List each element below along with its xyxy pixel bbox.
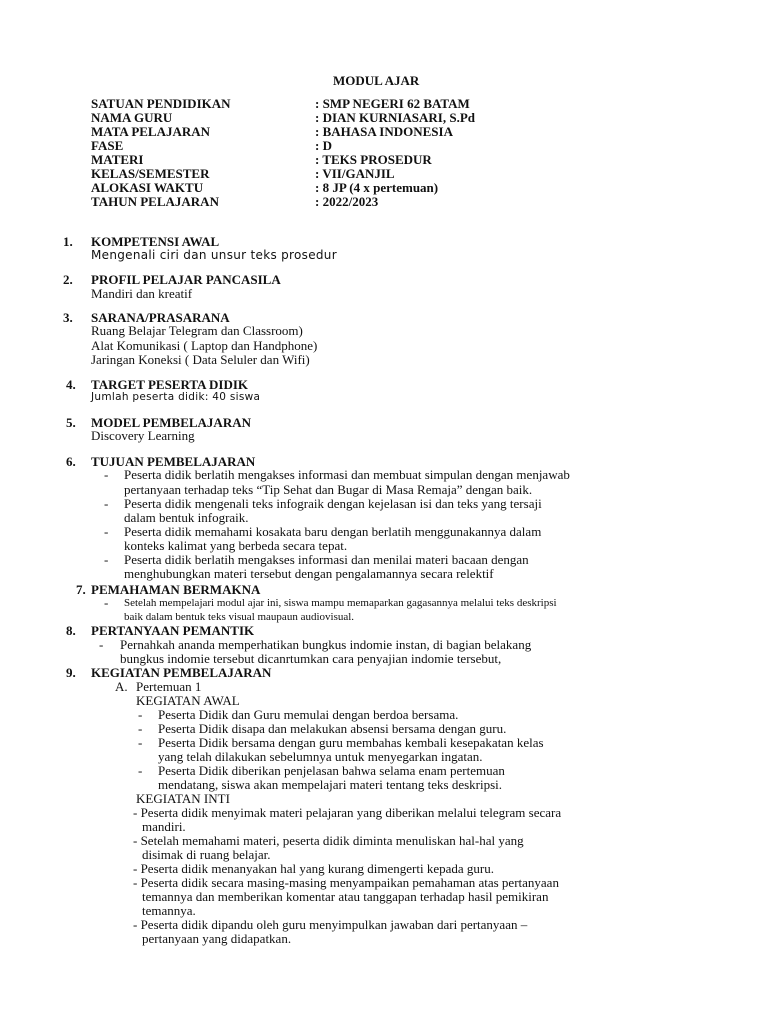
section-heading: PROFIL PELAJAR PANCASILA <box>91 272 281 287</box>
section-number: 4. <box>66 377 76 392</box>
identity-label: FASE <box>91 138 124 153</box>
identity-label: ALOKASI WAKTU <box>91 180 204 195</box>
section-number: 6. <box>66 454 76 469</box>
bullet-dash: - <box>104 496 109 511</box>
list-item-cont: temannya. <box>142 903 196 918</box>
list-item-cont: konteks kalimat yang berbeda secara tepat. <box>124 538 348 553</box>
section-heading: KOMPETENSI AWAL <box>91 234 220 249</box>
list-item: - Peserta didik menanyakan hal yang kurang dimengerti kepada guru. <box>133 861 494 876</box>
section-line: Jaringan Koneksi ( Data Seluler dan Wifi) <box>91 352 310 367</box>
document-title: MODUL AJAR <box>333 73 420 88</box>
list-item: Pernahkah ananda memperhatikan bungkus indomie instan, di bagian belakang <box>120 637 532 652</box>
list-item: Peserta Didik dan Guru memulai dengan berdoa bersama. <box>158 707 459 722</box>
identity-label: TAHUN PELAJARAN <box>91 194 219 209</box>
identity-value: : 2022/2023 <box>315 194 379 209</box>
section-number: 7. <box>76 582 86 597</box>
list-item: Peserta didik berlatih mengakses informasi dan membuat simpulan dengan menjawab <box>124 467 570 482</box>
bullet-dash: - <box>138 721 143 736</box>
bullet-dash: - <box>104 524 109 539</box>
section-line: Ruang Belajar Telegram dan Classroom) <box>91 323 303 338</box>
section-number: 5. <box>66 415 76 430</box>
list-item-cont: temannya dan memberikan komentar atau tanggapan terhadap hasil pemikiran <box>142 889 549 904</box>
identity-label: SATUAN PENDIDIKAN <box>91 96 231 111</box>
identity-label: MATA PELAJARAN <box>91 124 211 139</box>
list-item: - Peserta didik menyimak materi pelajaran yang diberikan melalui telegram secara <box>133 805 562 820</box>
section-heading: PERTANYAAN PEMANTIK <box>91 623 255 638</box>
identity-label: MATERI <box>91 152 144 167</box>
identity-value: : D <box>315 138 332 153</box>
list-item: Peserta didik berlatih mengakses informasi dan menilai materi bacaan dengan <box>124 552 529 567</box>
list-item-cont: baik dalam bentuk teks visual maupaun audiovisual. <box>124 611 355 623</box>
list-item: Peserta Didik diberikan penjelasan bahwa selama enam pertemuan <box>158 763 505 778</box>
list-item: Peserta didik memahami kosakata baru dengan berlatih menggunakannya dalam <box>124 524 542 539</box>
bullet-dash: - <box>138 707 143 722</box>
list-item: - Setelah memahami materi, peserta didik diminta menuliskan hal-hal yang <box>133 833 524 848</box>
list-item: Peserta Didik bersama dengan guru membahas kembali kesepakatan kelas <box>158 735 544 750</box>
section-number: 8. <box>66 623 76 638</box>
sub-letter: A. <box>115 679 128 694</box>
list-item-cont: mandiri. <box>142 819 186 834</box>
activity-heading: KEGIATAN AWAL <box>136 693 240 708</box>
section-text: Mandiri dan kreatif <box>91 286 193 301</box>
list-item: Setelah mempelajari modul ajar ini, siswa mampu memaparkan gagasannya melalui teks deskripsi <box>124 597 557 609</box>
list-item-cont: bungkus indomie tersebut dicanrtumkan cara penyajian indomie tersebut, <box>120 651 502 666</box>
identity-label: KELAS/SEMESTER <box>91 166 210 181</box>
list-item-cont: yang telah dilakukan sebelumnya untuk menyegarkan ingatan. <box>158 749 483 764</box>
list-item: Peserta didik mengenali teks infograik dengan kejelasan isi dan teks yang tersaji <box>124 496 542 511</box>
section-text: Discovery Learning <box>91 428 195 443</box>
list-item: Peserta Didik disapa dan melakukan absensi bersama dengan guru. <box>158 721 507 736</box>
bullet-dash: - <box>104 467 109 482</box>
identity-value: : DIAN KURNIASARI, S.Pd <box>315 110 475 125</box>
section-text: Jumlah peserta didik: 40 siswa <box>91 391 261 403</box>
identity-label: NAMA GURU <box>91 110 173 125</box>
sub-title: Pertemuan 1 <box>136 679 202 694</box>
bullet-dash: - <box>138 735 143 750</box>
identity-value: : TEKS PROSEDUR <box>315 152 432 167</box>
list-item: - Peserta didik secara masing-masing menyampaikan pemahaman atas pertanyaan <box>133 875 559 890</box>
activity-heading: KEGIATAN INTI <box>136 791 230 806</box>
bullet-dash: - <box>138 763 143 778</box>
identity-value: : BAHASA INDONESIA <box>315 124 453 139</box>
identity-value: : VII/GANJIL <box>315 166 395 181</box>
list-item-cont: disimak di ruang belajar. <box>142 847 271 862</box>
section-number: 2. <box>63 272 73 287</box>
section-heading: MODEL PEMBELAJARAN <box>91 415 251 430</box>
section-heading: PEMAHAMAN BERMAKNA <box>91 582 261 597</box>
section-heading: SARANA/PRASARANA <box>91 310 230 325</box>
list-item-cont: menghubungkan materi tersebut dengan pengalamannya secara relektif <box>124 566 494 581</box>
bullet-dash: - <box>104 595 109 610</box>
identity-value: : SMP NEGERI 62 BATAM <box>315 96 470 111</box>
section-line: Alat Komunikasi ( Laptop dan Handphone) <box>91 338 318 353</box>
list-item-cont: pertanyaan yang didapatkan. <box>142 931 292 946</box>
list-item-cont: mendatang, siswa akan mempelajari materi tentang teks deskripsi. <box>158 777 503 792</box>
section-number: 9. <box>66 665 76 680</box>
identity-value: : 8 JP (4 x pertemuan) <box>315 180 439 195</box>
list-item-cont: dalam bentuk infograik. <box>124 510 249 525</box>
list-item-cont: pertanyaan terhadap teks “Tip Sehat dan Bugar di Masa Remaja” dengan baik. <box>124 482 533 497</box>
section-text: Mengenali ciri dan unsur teks prosedur <box>91 248 337 262</box>
section-heading: KEGIATAN PEMBELAJARAN <box>91 665 272 680</box>
bullet-dash: - <box>104 552 109 567</box>
section-heading: TARGET PESERTA DIDIK <box>91 377 249 392</box>
section-number: 3. <box>63 310 73 325</box>
section-number: 1. <box>63 234 73 249</box>
section-heading: TUJUAN PEMBELAJARAN <box>91 454 256 469</box>
list-item: - Peserta didik dipandu oleh guru menyimpulkan jawaban dari pertanyaan – <box>133 917 528 932</box>
bullet-dash: - <box>99 637 104 652</box>
